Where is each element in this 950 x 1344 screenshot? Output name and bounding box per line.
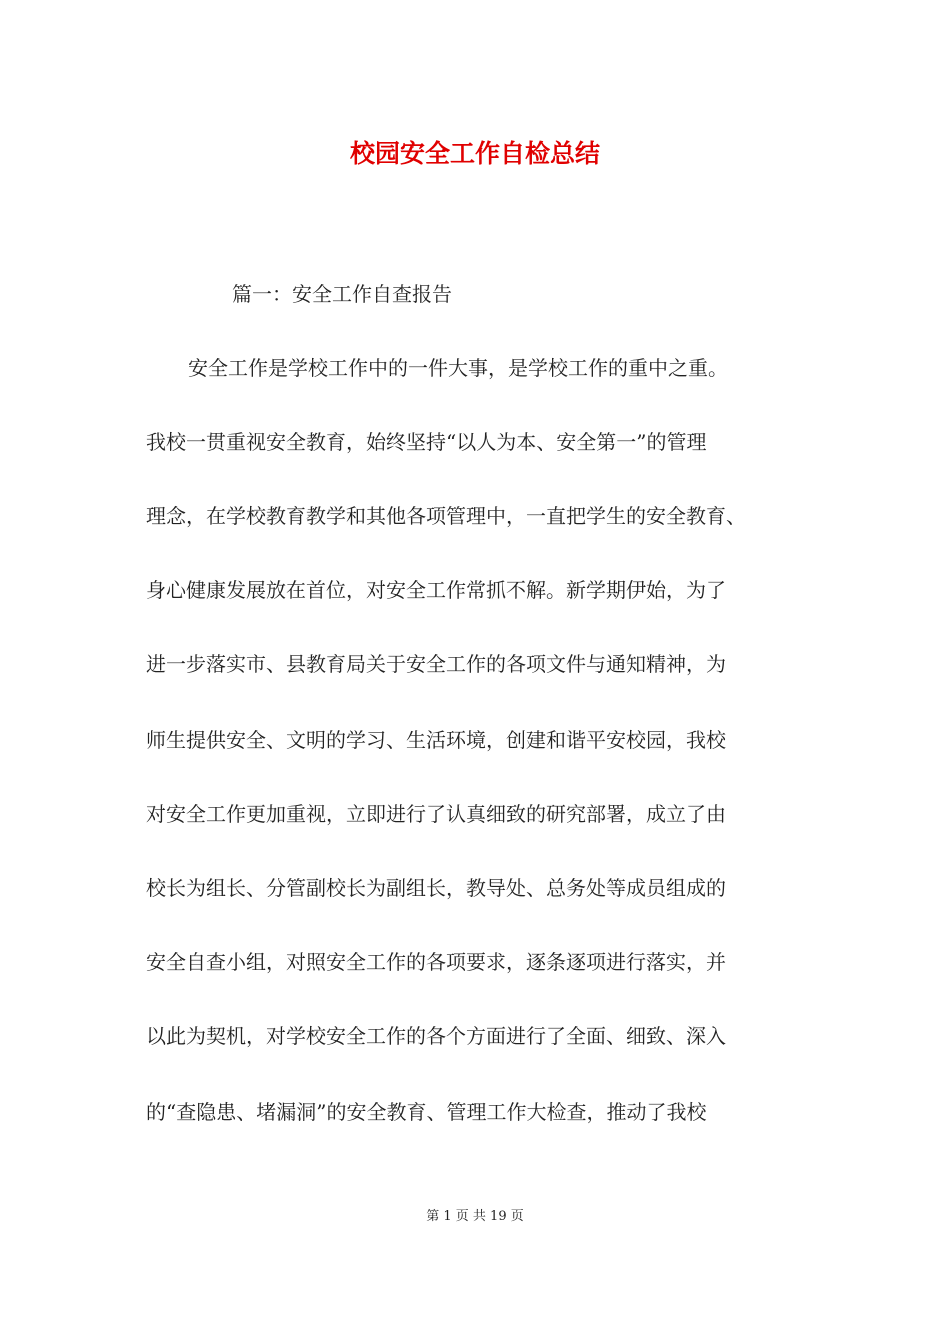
paragraph-line: 师生提供安全、文明的学习、生活环境，创建和谐平安校园，我校 [146, 728, 726, 752]
paragraph-line: 安全自查小组，对照安全工作的各项要求，逐条逐项进行落实，并 [146, 950, 726, 974]
document-title: 校园安全工作自检总结 [349, 139, 600, 168]
paragraph-line: 安全工作是学校工作中的一件大事，是学校工作的重中之重。 [188, 356, 728, 380]
paragraph-line: 以此为契机，对学校安全工作的各个方面进行了全面、细致、深入 [146, 1024, 726, 1048]
paragraph-line: 对安全工作更加重视，立即进行了认真细致的研究部署，成立了由 [146, 802, 726, 826]
paragraph-line: 校长为组长、分管副校长为副组长，教导处、总务处等成员组成的 [146, 876, 726, 900]
paragraph-line: 我校一贯重视安全教育，始终坚持“以人为本、安全第一”的管理 [146, 430, 707, 454]
paragraph-line: 理念，在学校教育教学和其他各项管理中，一直把学生的安全教育、 [146, 504, 746, 528]
paragraph-line: 身心健康发展放在首位，对安全工作常抓不解。新学期伊始，为了 [146, 578, 726, 602]
page-number-footer: 第 1 页 共 19 页 [426, 1209, 524, 1224]
paragraph-line: 进一步落实市、县教育局关于安全工作的各项文件与通知精神，为 [146, 652, 726, 676]
paragraph-line: 的“查隐患、堵漏洞”的安全教育、管理工作大检查，推动了我校 [146, 1100, 707, 1124]
section-heading: 篇一：安全工作自查报告 [232, 282, 452, 306]
